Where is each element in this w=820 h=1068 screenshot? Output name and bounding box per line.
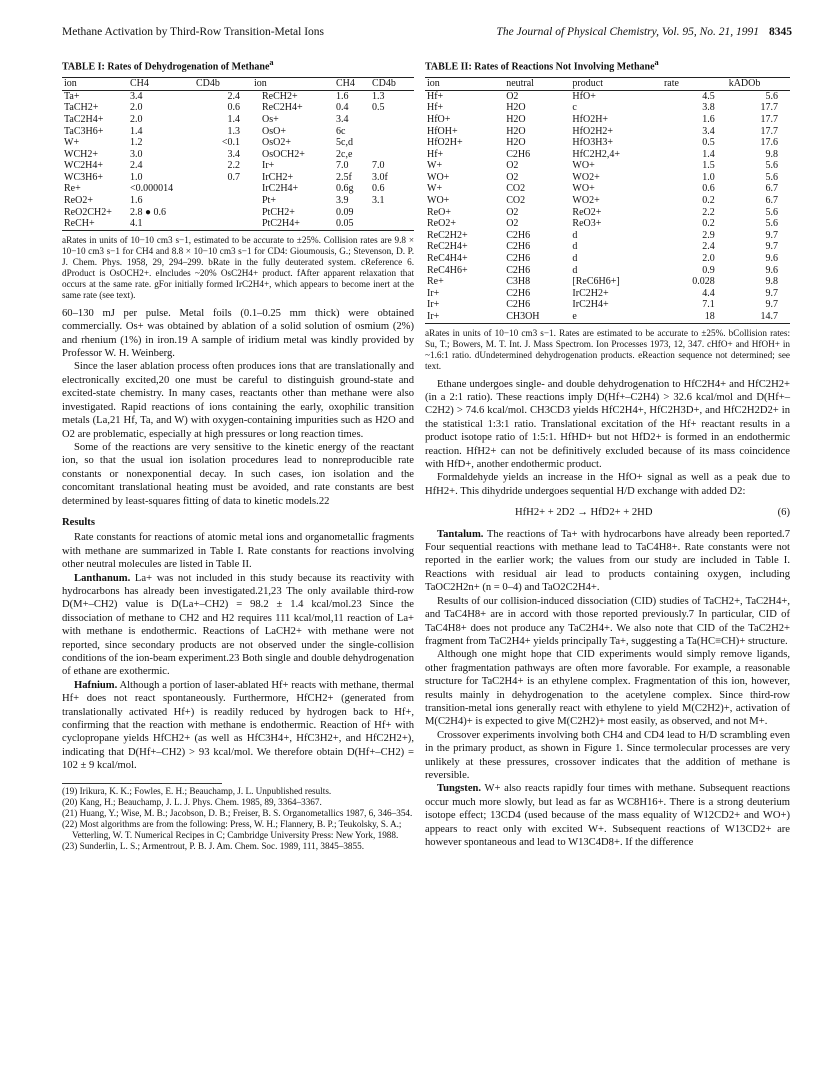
table2-row	[425, 253, 790, 265]
table2-cell: ReO+	[427, 206, 451, 218]
table1-cell: 3.9	[336, 195, 349, 207]
table2-cell: 3.8	[702, 102, 715, 114]
table2-cell: HfO3H3+	[572, 137, 614, 149]
table1-cell: WCH2+	[64, 148, 98, 160]
table2-cell: WO+	[427, 171, 450, 183]
table2-row	[425, 149, 790, 161]
table1-cell	[370, 207, 414, 219]
page-number: 8345	[769, 26, 792, 38]
paragraph-text: Crossover experiments involving both CH4 and CD4 lead to H/D scrambling even in the primary product, as shown in Figure 1. Since termolecular processes are very unlikely at these pressures, crossover indicates that the addition of methane is reversible.	[425, 729, 790, 781]
table1-row	[62, 90, 414, 102]
table2-cell: 1.6	[702, 113, 715, 125]
table1	[62, 77, 414, 231]
table2-notes: aRates in units of 10−10 cm3 s−1. Rates are estimated to be accurate to ±25%. bCollision rates: Su, T.; Bowers, M. T. Int. J. Mass Spectrom. Ion Processes 1973, 12, 347. cHfO+ and HfOH+ in ~1.6:1 ratio. dUndetermined dehydrogenation products. eReaction sequence not determined; see text.	[425, 327, 790, 371]
left-paragraphs	[62, 307, 414, 508]
table1-header-1: CH4	[130, 77, 149, 89]
table2-row	[425, 276, 790, 288]
table1-cell: TaC2H4+	[64, 113, 104, 125]
table2-cell: 1.4	[702, 148, 715, 160]
table1-cell: Ta+	[64, 90, 80, 102]
table1-row	[62, 207, 414, 219]
paragraph-text: W+ also reacts rapidly four times with methane. Subsequent reactions occur much more slowly, but lead as far as WC8H16+. There is a strong deuterium isotope effect; 13CD4 (used because of the mass equality of W12CD2+ and WO+) appears to react only with excited W+. Subsequent reactions of W13CD2+ are however spontaneous and lead to W13C4D8+. If the difference	[425, 783, 790, 849]
body-paragraph	[425, 648, 790, 728]
table2-cell: HfO2H2+	[572, 125, 614, 137]
hafnium-paragraph: Hafnium. Although a portion of laser-ablated Hf+ reacts with methane, thermal Hf+ does not react spontaneously. Furthermore, HfCH2+ (generated from translationally activated Hf+) is readily reduced by hydrogen back to Hf+, confirming that the reaction with methane is endothermic. Reaction of Hf+ with cyclopropane yields HfCH2+ (as well as HfC3H4+, HfC3H2+, and HfC2H2+), indicating that D(Hf+–CH2) > 93 kcal/mol. We therefore obtain D(Hf+–CH2) = 102 ± 9 kcal/mol.	[62, 679, 414, 772]
table2-cell: C2H6	[506, 148, 531, 160]
right-paragraphs-2	[425, 528, 790, 850]
table1-cell: 0.09	[336, 206, 354, 218]
table1-cell: OsO2+	[262, 137, 291, 149]
table1-cell: Re+	[64, 183, 81, 195]
table1-cell: ReC2H4+	[262, 102, 303, 114]
paragraph-lead: Tungsten.	[437, 783, 482, 795]
table2-cell: CH3OH	[506, 311, 540, 323]
left-column	[62, 56, 414, 852]
table1-notes: aRates in units of 10−10 cm3 s−1, estimated to be accurate to ±25%. Collision rates are 9.8 × 10−10 cm3 s−1 for CH4 and 8.8 × 10−10 cm3 s−1 for CD4: Gioumousis, G.; Stevenson, D. P. J. Chem. Phys. 1958, 29, 294–299. bRate in the fully deuterated system. cReference 6. dProduct is OsOCH2+. eIncludes ~20% OsC2H4+ product. fAfter apparent relaxation that occurs at the same rate. gFor initially formed IrC2H4+, which appears to become inert at the same rate (see text).	[62, 234, 414, 300]
table2-cell: H2O	[506, 125, 526, 137]
table2-row	[425, 241, 790, 253]
table2-cell: 4.4	[702, 287, 715, 299]
table2-cell: 9.7	[765, 287, 778, 299]
table1-cell	[370, 218, 414, 230]
table2-cell: C3H8	[506, 276, 531, 288]
table1-cell	[370, 114, 414, 126]
table1-cell	[370, 126, 414, 138]
table2-cell: WO+	[572, 160, 595, 172]
table1-row	[62, 149, 414, 161]
body-paragraph: Ethane undergoes single- and double dehydrogenation to HfC2H4+ and HfC2H2+ (in a 2:1 ratio). These reactions imply D(Hf+–C2H4) > 32.6 kcal/mol and D(Hf+–C2H2) > 74.6 kcal/mol. CH3CD3 yields HfC2H4+, HfC2H3D+, and HfC2H2D2+ in the statistical 1:3:1 ratio. Translational excitation of the Hf+ reactant results in a product isotope ratio of 1:5:1. HfHD+ but not HfD2+ is formed in an endothermic reaction. HfH2+ can not be definitively excluded because of its mass coincidence with HfD+, another endothermic product.	[425, 378, 790, 471]
table1-cell: 3.1	[372, 195, 385, 207]
table1-cell: PtCH2+	[262, 206, 295, 218]
table2-cell: d	[572, 253, 578, 265]
table2-cell: 17.7	[760, 125, 778, 137]
table1-cell: 2.8 ● 0.6	[130, 206, 167, 218]
table2-cell: HfO+	[572, 90, 596, 102]
table2-cell: O2	[506, 218, 519, 230]
table1-cell: 1.0	[130, 171, 143, 183]
right-column	[425, 56, 790, 849]
table2-cell: Re+	[427, 276, 444, 288]
table2-header-3: rate	[663, 77, 679, 89]
table2-cell: Ir+	[427, 299, 440, 311]
running-header	[62, 26, 792, 42]
table2-cell: 9.7	[765, 229, 778, 241]
table2-cell: C2H6	[506, 299, 531, 311]
table2-row	[425, 137, 790, 149]
table2-cell: 17.7	[760, 102, 778, 114]
table2-cell: ReO3+	[572, 218, 602, 230]
table2-cell: W+	[427, 160, 443, 172]
table2-cell: C2H6	[506, 264, 531, 276]
table1-cell: 1.4	[227, 113, 240, 125]
table2-cell: 5.6	[765, 218, 778, 230]
table2-cell: 2.0	[702, 253, 715, 265]
table2-cell: ReO2+	[427, 218, 456, 230]
table2-cell: Hf+	[427, 90, 444, 102]
table2-cell: C2H6	[506, 229, 531, 241]
table2-header-0: ion	[427, 77, 440, 89]
table1-cell: Os+	[262, 113, 279, 125]
table1-cell: IrC2H4+	[262, 183, 299, 195]
table2-cell: WO+	[427, 195, 450, 207]
table2-cell: e	[572, 311, 577, 323]
table1-cell: 1.3	[372, 90, 385, 102]
table2-cell: HfO2H+	[427, 137, 463, 149]
table2-cell: 18	[704, 311, 715, 323]
table2-cell: 0.5	[702, 137, 715, 149]
table1-cell: 1.6	[336, 90, 349, 102]
table2-cell: HfC2H2,4+	[572, 148, 621, 160]
table1-row	[62, 172, 414, 184]
table2-row	[425, 299, 790, 311]
table2-cell: WO+	[572, 183, 595, 195]
table2-cell: 9.8	[765, 276, 778, 288]
table2-cell: 5.6	[765, 171, 778, 183]
table2-cell: H2O	[506, 102, 526, 114]
table1-row	[62, 126, 414, 138]
table2-cell: d	[572, 229, 578, 241]
table2-cell: 4.5	[702, 90, 715, 102]
table2-cell: O2	[506, 90, 519, 102]
table2-cell: 5.6	[765, 160, 778, 172]
table2-row	[425, 207, 790, 219]
table1-row	[62, 137, 414, 149]
table2-cell: 7.1	[702, 299, 715, 311]
table2-cell: 6.7	[765, 183, 778, 195]
running-title: Methane Activation by Third-Row Transition-Metal Ions	[62, 26, 325, 38]
table2-cell: 1.5	[702, 160, 715, 172]
table2-cell: 0.028	[692, 276, 715, 288]
table2-cell: 2.9	[702, 229, 715, 241]
table1-cell: 0.4	[336, 102, 349, 114]
table1-cell: IrCH2+	[262, 171, 294, 183]
table1-cell: PtC2H4+	[262, 218, 300, 230]
paragraph-lead: Tantalum.	[437, 528, 484, 540]
table2-cell: 17.7	[760, 113, 778, 125]
table2-caption: TABLE II: Rates of Reactions Not Involving Methane$^a$	[425, 58, 659, 73]
table2-row	[425, 114, 790, 126]
table1-cell: OsO+	[262, 125, 286, 137]
table1-cell: 3.4	[130, 90, 143, 102]
table2-cell: O2	[506, 160, 519, 172]
table1-cell: 7.0	[336, 160, 349, 172]
table2-cell: 2.2	[702, 206, 715, 218]
table1-cell: TaCH2+	[64, 102, 99, 114]
table1-row	[62, 114, 414, 126]
table2-cell: Ir+	[427, 287, 440, 299]
table2-cell: d	[572, 241, 578, 253]
table1-row	[62, 195, 414, 207]
reference-item: (21) Huang, Y.; Wise, M. B.; Jacobson, D. B.; Freiser, B. S. Organometallics 1987, 6, 346–354.	[62, 807, 413, 818]
table1-row	[62, 102, 414, 114]
table1-cell: 0.6	[372, 183, 385, 195]
table1-header-3: ion	[254, 77, 267, 89]
table1-cell: 0.05	[336, 218, 354, 230]
table2-cell: 9.8	[765, 148, 778, 160]
table1-cell: WC2H4+	[64, 160, 103, 172]
table1-cell: Ir+	[262, 160, 275, 172]
table2-cell: d	[572, 264, 578, 276]
table1-cell: Pt+	[262, 195, 276, 207]
table2-cell: O2	[506, 206, 519, 218]
reference-item: (22) Most algorithms are from the following: Press, W. H.; Flannery, B. P.; Teukolsky, S. A.; Vetterling, W. T. Numerical Recipes in C; Cambridge University Press: New York, 1988.	[62, 818, 402, 840]
body-paragraph	[425, 528, 790, 595]
table2-cell: CO2	[506, 183, 526, 195]
table2-cell: HfO2H+	[572, 113, 609, 125]
table2-cell: C2H6	[506, 287, 531, 299]
table2-row	[425, 288, 790, 300]
body-paragraph: Some of the reactions are very sensitive to the kinetic energy of the reactant ion, so that the usual ion isolation procedures lead to nonreproducible rate constants or nonexponential decay. In such cases, ion isolation and the concomitant translational heating must be avoided, and rate constants are best determined by least-squares fitting of data to kinetic models.22	[62, 441, 414, 507]
table2-cell: ReO2+	[572, 206, 602, 218]
table1-header-2: CD4b	[196, 77, 220, 89]
table2-cell: H2O	[506, 137, 526, 149]
table2-cell: ReC2H2+	[427, 229, 468, 241]
table2-cell: Hf+	[427, 148, 444, 160]
body-paragraph: 60–130 mJ per pulse. Metal foils (0.1–0.25 mm thick) were obtained commercially. Os+ was obtained by ablation of a solid solution of osmium (2%) and rhenium (1%) in iron.19 A sample of iridium metal was kindly provided by Professor W. H. Weinberg.	[62, 307, 414, 360]
table2-cell: 0.2	[702, 195, 715, 207]
table1-cell: OsOCH2+	[262, 148, 305, 160]
table1-cell: 2.4	[130, 160, 143, 172]
table2-cell: IrC2H2+	[572, 287, 609, 299]
table1-cell: 7.0	[372, 160, 385, 172]
table1-cell	[370, 137, 414, 149]
table2-cell: CO2	[506, 195, 526, 207]
reference-item: (19) Irikura, K. K.; Fowles, E. H.; Beauchamp, J. L. Unpublished results.	[62, 785, 332, 796]
table1-cell: 2.2	[227, 160, 240, 172]
table2-cell: 14.7	[760, 311, 778, 323]
table2-row	[425, 195, 790, 207]
reference-item: (20) Kang, H.; Beauchamp, J. L. J. Phys. Chem. 1985, 89, 3364–3367.	[62, 796, 322, 807]
table2-cell: HfOH+	[427, 125, 458, 137]
table1-cell: 0.6	[227, 102, 240, 114]
table2-cell: C2H6	[506, 241, 531, 253]
table2-cell: O2	[506, 171, 519, 183]
table1-header-0: ion	[64, 77, 77, 89]
table2-cell: c	[572, 102, 577, 114]
table1-cell: 0.6g	[336, 183, 354, 195]
table1-cell: ReO2CH2+	[64, 206, 112, 218]
table2-header-1: neutral	[506, 77, 534, 89]
journal-citation: The Journal of Physical Chemistry, Vol. 95, No. 21, 1991	[496, 26, 759, 38]
table2-cell: 9.6	[765, 264, 778, 276]
table1-cell: ReCH2+	[262, 90, 298, 102]
paragraph-text: Although one might hope that CID experiments would simply remove ligands, other fragmentation pathways are often more favorable. For example, a reasonable structure for TaC2H4+ is an ethylene complex. Fragmentation of this ion, however, results mainly in dehydrogenation to the acetylene complex. Since third-row transition-metal ions generally react with ethylene to yield M(C2H2)+, activation of M(C2H4)+ is expected to give M(C2H2)+ most easily, as observed, and not M+.	[425, 649, 790, 728]
body-paragraph: Since the laser ablation process often produces ions that are translationally and electronically excited,20 one must be careful to distinguish ground-state and excited-state chemistry. In many cases, reactants other than methane were also investigated. Rapid reactions of ions containing the early, oxophilic transition metals (La,21 Hf, Ta, and W) with oxygen-containing impurities such as H2O and O2 are problematic, especially at high pressures or long reaction times.	[62, 361, 414, 440]
table2-cell: IrC2H4+	[572, 299, 609, 311]
table1-cell: ReCH+	[64, 218, 95, 230]
table1-cell: 2.0	[130, 113, 143, 125]
table2-cell: WO2+	[572, 195, 600, 207]
table2-row	[425, 265, 790, 277]
table1-cell: 3.4	[227, 148, 240, 160]
equation-6	[425, 506, 790, 519]
table1-cell	[194, 195, 252, 207]
table1-cell: TaC3H6+	[64, 125, 104, 137]
body-paragraph	[425, 729, 790, 783]
equation-text: HfH2+ + 2D2 → HfD2+ + 2HD	[515, 507, 653, 519]
table1-cell: 5c,d	[336, 137, 353, 149]
equation-number: (6)	[777, 507, 790, 519]
paragraph-text: Results of our collision-induced dissociation (CID) studies of TaCH2+, TaC2H4+, and TaC4H8+ are in accord with those reported previously.7 In particular, CID of TaC4H8+ does not produce any TaC2H4+. We also note that CID of the TaC2H2+ fragment from TaC2H4+ yields principally Ta+, suggesting a Ta(HC≡CH)+ structure.	[425, 595, 790, 647]
table2-row	[425, 102, 790, 114]
table2-cell: ReC4H4+	[427, 253, 468, 265]
table1-cell	[194, 218, 252, 230]
table1-cell	[370, 149, 414, 161]
paragraph-text: The reactions of Ta+ with hydrocarbons have already been reported.7 Four sequential reactions with methane lead to TaC4H8+. Rate constants were not reported in the earlier work; the values from our study are included in Table I. Reactions with residual air lead to products containing oxygen, including TaOC2H2n+ (n = 0–4) and TaO2C2H4+.	[425, 528, 790, 594]
table2-cell: 5.6	[765, 206, 778, 218]
table2-cell: ReC4H6+	[427, 264, 468, 276]
results-intro: Rate constants for reactions of atomic metal ions and organometallic fragments with methane are summarized in Table I. Rate constants for reactions involving other neutral molecules are listed in Table II.	[62, 532, 414, 571]
table2-cell: 17.6	[760, 137, 778, 149]
table1-cell: 1.6	[130, 195, 143, 207]
table2-cell: 0.2	[702, 218, 715, 230]
table1-header-4: CH4	[336, 77, 355, 89]
table2-cell: Hf+	[427, 102, 444, 114]
table2-cell: [ReC6H6+]	[572, 276, 620, 288]
table2-header-4: kADOb	[728, 77, 761, 89]
table1-cell: <0.1	[221, 137, 240, 149]
table1-cell	[194, 207, 252, 219]
table2-row	[425, 90, 790, 102]
table2-row	[425, 218, 790, 230]
table1-cell: 0.5	[372, 102, 385, 114]
table2-row	[425, 311, 790, 323]
table1-cell: 0.7	[227, 171, 240, 183]
table1-row	[62, 218, 414, 230]
table1-caption: TABLE I: Rates of Dehydrogenation of Methane$^a$	[62, 58, 274, 73]
table1-cell: 3.4	[336, 113, 349, 125]
table1-cell: 2.5f	[336, 171, 352, 183]
table2-cell: 9.7	[765, 241, 778, 253]
lanthanum-paragraph: Lanthanum. La+ was not included in this study because its reactivity with hydrocarbons has already been investigated.21,23 The only available third-row D(M+–CH2) value is D(La+–CH2) = 98.2 ± 1.4 kcal/mol.23 Since the dissociation of methane to CH2 and H2 requires 111 kcal/mol,11 reaction of La+ with methane is endothermic. Reactions of LaCH2+ with methane were not reported, since secondary products are not observed under the single-collision conditions of the ion-beam experiment.23 Both single and double dehydrogenation of ethane are exothermic.	[62, 572, 414, 678]
table2-row	[425, 160, 790, 172]
table2-row	[425, 230, 790, 242]
table2-cell: 9.7	[765, 299, 778, 311]
table1-cell: 1.3	[227, 125, 240, 137]
table1-cell: 6c	[336, 125, 346, 137]
table1-cell: 3.0f	[372, 171, 388, 183]
table2-header-2: product	[572, 77, 603, 89]
table1-cell: WC3H6+	[64, 171, 103, 183]
table1-cell: 1.2	[130, 137, 143, 149]
results-heading: Results	[62, 516, 95, 528]
table2-cell: H2O	[506, 113, 526, 125]
right-paragraphs	[425, 378, 790, 499]
table1-cell: 2.0	[130, 102, 143, 114]
table2-cell: ReC2H4+	[427, 241, 468, 253]
table2-cell: Ir+	[427, 311, 440, 323]
table2-cell: 9.6	[765, 253, 778, 265]
table2-row	[425, 183, 790, 195]
table1-cell: 1.4	[130, 125, 143, 137]
table2	[425, 77, 790, 324]
table2-cell: 1.0	[702, 171, 715, 183]
table2-cell: W+	[427, 183, 443, 195]
reference-item: (23) Sunderlin, L. S.; Armentrout, P. B. J. Am. Chem. Soc. 1989, 111, 3845–3855.	[62, 840, 364, 851]
table2-cell: 6.7	[765, 195, 778, 207]
table2-row	[425, 172, 790, 184]
table2-cell: 3.4	[702, 125, 715, 137]
table1-cell: 4.1	[130, 218, 143, 230]
table1-cell: 3.0	[130, 148, 143, 160]
body-paragraph: Formaldehyde yields an increase in the HfO+ signal as well as a peak due to HfH2+. This dihydride undergoes sequential H/D exchange with added D2:	[425, 472, 790, 497]
body-paragraph	[425, 595, 790, 649]
body-paragraph	[425, 782, 790, 849]
table1-cell: 2.4	[227, 90, 240, 102]
table2-cell: 5.6	[765, 90, 778, 102]
table1-cell: W+	[64, 137, 80, 149]
table2-cell: 2.4	[702, 241, 715, 253]
table2-cell: WO2+	[572, 171, 600, 183]
references	[62, 786, 414, 852]
table2-cell: 0.9	[702, 264, 715, 276]
table1-cell: ReO2+	[64, 195, 93, 207]
table1-cell	[194, 183, 252, 195]
table1-cell: 2c,e	[336, 148, 353, 160]
table1-cell: <0.000014	[130, 183, 174, 195]
table1-header-5: CD4b	[372, 77, 396, 89]
table2-cell: HfO+	[427, 113, 451, 125]
table1-row	[62, 183, 414, 195]
table1-row	[62, 160, 414, 172]
table2-cell: 0.6	[702, 183, 715, 195]
table2-row	[425, 126, 790, 138]
table2-cell: C2H6	[506, 253, 531, 265]
